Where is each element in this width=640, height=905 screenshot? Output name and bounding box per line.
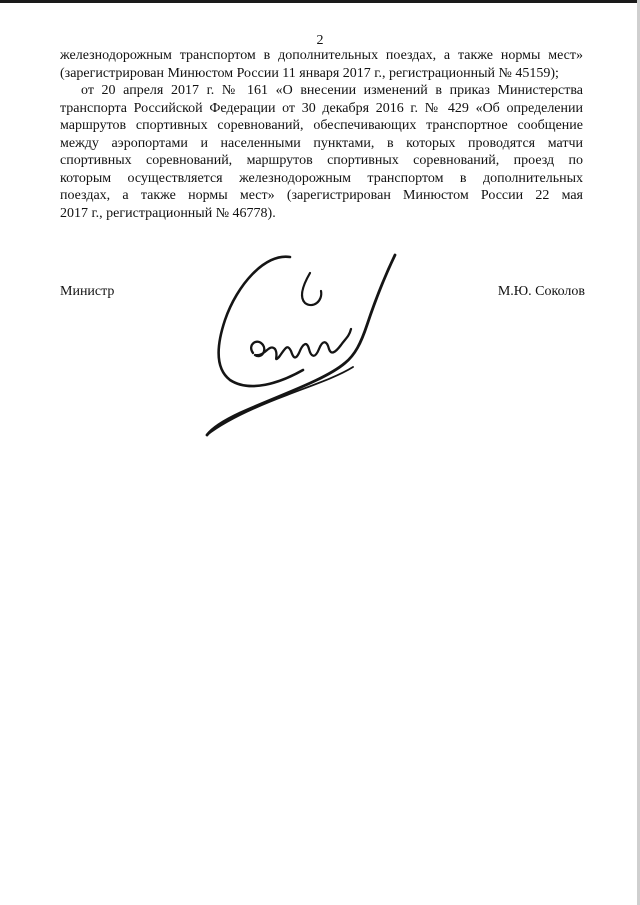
text-line: которым осуществляется железнодорожным транспортом в дополнительных xyxy=(60,170,583,186)
paragraph-continuation xyxy=(60,47,583,82)
text-line: от 20 апреля 2017 г. № 161 «О внесении изменений в приказ Министерства xyxy=(81,83,583,98)
paragraph-order-161 xyxy=(60,82,583,222)
signatory-name: М.Ю. Соколов xyxy=(497,284,585,299)
document-body xyxy=(60,47,583,222)
page-number: 2 xyxy=(316,33,324,48)
text-line: спортивных соревнований, маршрутов спортивных соревнований, проезд по xyxy=(60,153,583,168)
text-line: маршрутов спортивных соревнований, обеспечивающих транспортное сообщение xyxy=(60,118,583,133)
text-line: между аэропортами и населенными пунктами, в которых проводятся матчи xyxy=(60,135,583,151)
scan-top-edge xyxy=(0,0,640,3)
text-line: транспорта Российской Федерации от 30 декабря 2016 г. № 429 «Об определении xyxy=(60,100,583,116)
text-line: железнодорожным транспортом в дополнительных поездах, а также нормы мест» xyxy=(60,48,583,63)
text-line: поездах, а также нормы мест» (зарегистрирован Минюстом России 22 мая xyxy=(60,188,583,203)
signatory-title: Министр xyxy=(60,284,115,299)
handwritten-signature xyxy=(195,245,410,445)
text-line: 2017 г., регистрационный № 46778). xyxy=(60,205,276,221)
text-line: (зарегистрирован Минюстом России 11 января 2017 г., регистрационный № 45159); xyxy=(60,65,559,81)
